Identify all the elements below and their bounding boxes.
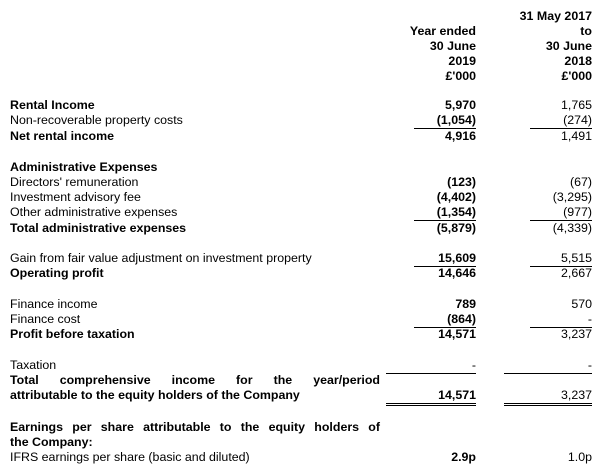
value-2019: 2.9p bbox=[451, 450, 476, 464]
row-total-comprehensive-income bbox=[0, 373, 602, 388]
value-2018: 3,237 bbox=[560, 327, 592, 341]
row-label: Finance cost bbox=[10, 312, 81, 326]
row-attributable-equity-holders bbox=[0, 388, 602, 403]
double-underline bbox=[386, 405, 476, 406]
header-line: 31 May 2017 bbox=[519, 9, 592, 23]
value-2018: 3,237 bbox=[560, 388, 592, 402]
header-line: to bbox=[580, 24, 592, 38]
value-2019: (4,402) bbox=[436, 190, 476, 204]
section-heading: the Company: bbox=[10, 435, 93, 449]
header-line: 30 June bbox=[429, 39, 476, 53]
row-non-recoverable-costs bbox=[0, 113, 602, 128]
value-2019: 789 bbox=[455, 297, 476, 311]
header-line: 30 June bbox=[545, 39, 592, 53]
row-eps-heading-2 bbox=[0, 435, 602, 450]
row-label: Operating profit bbox=[10, 266, 104, 280]
row-directors-remuneration bbox=[0, 175, 602, 190]
header-line: Year ended bbox=[409, 24, 476, 38]
value-2018: - bbox=[587, 358, 592, 372]
value-2018: 1.0p bbox=[567, 450, 592, 464]
row-label: Investment advisory fee bbox=[10, 190, 141, 204]
value-2019: 4,916 bbox=[444, 129, 476, 143]
value-2019: (1,054) bbox=[436, 113, 476, 127]
value-2018: 1,765 bbox=[560, 98, 592, 112]
row-label: Profit before taxation bbox=[10, 327, 135, 341]
row-investment-advisory-fee bbox=[0, 190, 602, 205]
value-2019: 5,970 bbox=[444, 98, 476, 112]
column-header-year-2019 bbox=[410, 24, 476, 84]
value-2019: - bbox=[471, 358, 476, 372]
row-label: Non-recoverable property costs bbox=[10, 113, 183, 127]
header-line: 2018 bbox=[564, 54, 592, 68]
value-2019: 15,609 bbox=[438, 251, 476, 265]
double-underline bbox=[504, 403, 592, 404]
row-taxation bbox=[0, 358, 602, 373]
row-label: Gain from fair value adjustment on investment property bbox=[10, 251, 312, 265]
row-rental-income bbox=[0, 98, 602, 113]
value-2019: (123) bbox=[447, 175, 476, 189]
value-2018: (4,339) bbox=[552, 221, 592, 235]
row-label: Other administrative expenses bbox=[10, 205, 178, 219]
value-2018: - bbox=[587, 312, 592, 326]
row-label: Total administrative expenses bbox=[10, 221, 187, 235]
value-2018: (67) bbox=[569, 175, 592, 189]
row-label: Taxation bbox=[10, 358, 57, 372]
value-2018: (3,295) bbox=[552, 190, 592, 204]
value-2019: 14,571 bbox=[438, 388, 476, 402]
double-underline bbox=[504, 405, 592, 406]
value-2019: (5,879) bbox=[436, 221, 476, 235]
header-line: £'000 bbox=[561, 69, 592, 83]
row-finance-income bbox=[0, 297, 602, 312]
row-label: attributable to the equity holders of the Company bbox=[10, 388, 300, 402]
row-profit-before-tax bbox=[0, 327, 602, 342]
row-net-rental-income bbox=[0, 129, 602, 144]
value-2018: 570 bbox=[571, 297, 592, 311]
row-admin-heading bbox=[0, 160, 602, 175]
value-2018: (274) bbox=[563, 113, 592, 127]
row-fair-value-gain bbox=[0, 251, 602, 266]
column-header-period-2018 bbox=[520, 9, 592, 84]
value-2019: 14,571 bbox=[438, 327, 476, 341]
double-underline bbox=[386, 403, 476, 404]
row-label: Net rental income bbox=[10, 129, 114, 143]
row-finance-cost bbox=[0, 312, 602, 327]
row-label: IFRS earnings per share (basic and diluted) bbox=[10, 450, 250, 464]
row-label: Directors' remuneration bbox=[10, 175, 139, 189]
value-2018: 5,515 bbox=[560, 251, 592, 265]
value-2018: 2,667 bbox=[560, 266, 592, 280]
row-operating-profit bbox=[0, 266, 602, 281]
value-2018: (977) bbox=[563, 205, 592, 219]
header-line: 2019 bbox=[448, 54, 476, 68]
row-eps-heading-1 bbox=[0, 420, 602, 435]
value-2018: 1,491 bbox=[560, 129, 592, 143]
row-total-admin-expenses bbox=[0, 221, 602, 236]
row-other-admin-expenses bbox=[0, 205, 602, 220]
row-label: Rental Income bbox=[10, 98, 95, 112]
value-2019: (864) bbox=[447, 312, 476, 326]
row-ifrs-eps bbox=[0, 450, 602, 465]
header-line: £'000 bbox=[445, 69, 476, 83]
row-label: Finance income bbox=[10, 297, 98, 311]
value-2019: 14,646 bbox=[438, 266, 476, 280]
section-heading: Earnings per share attributable to the equity holders of bbox=[10, 420, 380, 434]
section-heading: Administrative Expenses bbox=[10, 160, 158, 174]
row-label: Total comprehensive income for the year/period bbox=[10, 373, 380, 387]
value-2019: (1,354) bbox=[436, 205, 476, 219]
